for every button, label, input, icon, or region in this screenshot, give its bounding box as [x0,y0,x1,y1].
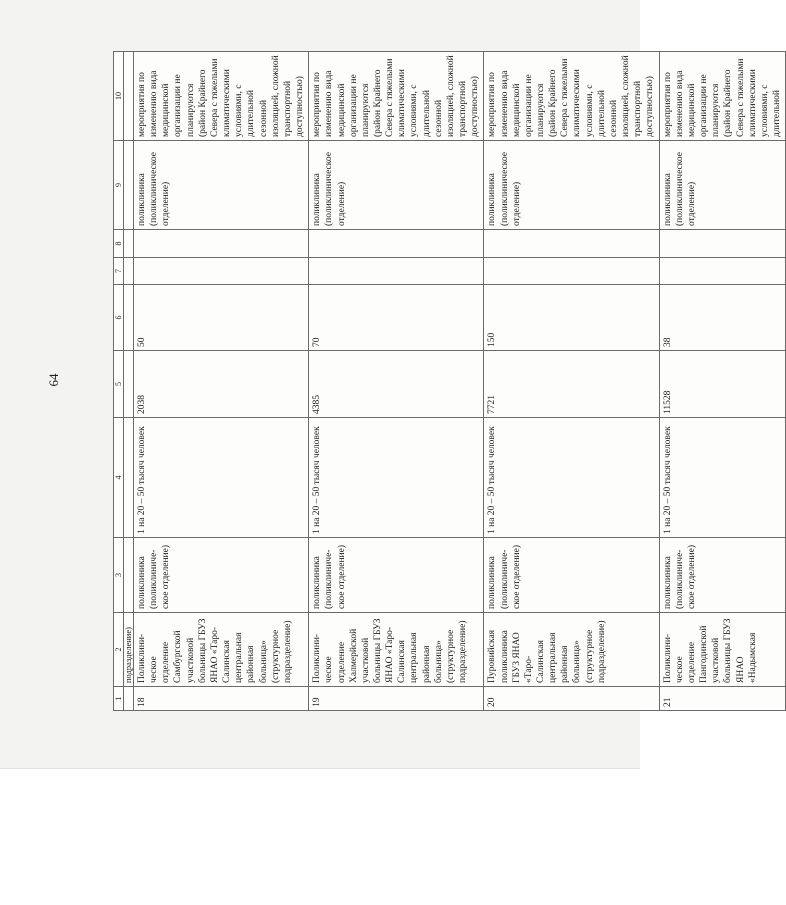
norm-value: 1 на 20 – 50 тысяч человек [134,418,309,538]
target-type: поликлиника (поликлиническое отделение) [309,141,484,230]
column-number: 5 [114,351,124,418]
measures-text: мероприятия по изменению вида медицинской организации не планируются (район Крайнего Севера с тяжелыми климатическими условиями, с длительной [659,52,786,141]
column-number-row [114,52,124,711]
facility-type: поликлиника (поликлиниче-ское отделение) [309,538,484,613]
target-type: поликлиника (поликлиническое отделение) [659,141,786,230]
capacity-value: 50 [134,285,309,351]
column-number: 8 [114,230,124,258]
column-number: 10 [114,52,124,141]
col7-value [659,258,786,285]
row-number: 18 [134,687,309,711]
facility-type: поликлиника (поликлиниче-ское отделение) [484,538,659,613]
norm-value: 1 на 20 – 50 тысяч человек [484,418,659,538]
measures-text: мероприятия по изменению вида медицинской организации не планируются (район Крайнего Севера с тяжелыми климатическими условиями, с длительной сезонной изоляцией, сложной транспортной доступностью) [134,52,309,141]
table-row [309,52,484,711]
continuation-row [124,52,134,711]
continued-text: подразделение) [124,613,134,687]
column-number: 3 [114,538,124,613]
col8-value [484,230,659,258]
population-value: 11528 [659,351,786,418]
rotated-table-container [113,52,782,711]
col7-value [309,258,484,285]
measures-text: мероприятия по изменению вида медицинской организации не планируются (район Крайнего Севера с тяжелыми климатическими условиями, с длительной сезонной изоляцией, сложной транспортной доступностью) [309,52,484,141]
measures-text: мероприятия по изменению вида медицинской организации не планируются (район Крайнего Севера с тяжелыми климатическими условиями, с длительной сезонной изоляцией, сложной транспортной доступностью) [484,52,659,141]
norm-value: 1 на 20 – 50 тысяч человек [659,418,786,538]
column-number: 9 [114,141,124,230]
table-row [659,52,786,711]
row-number: 20 [484,687,659,711]
column-number: 2 [114,613,124,687]
column-number: 4 [114,418,124,538]
col8-value [659,230,786,258]
target-type: поликлиника (поликлиническое отделение) [134,141,309,230]
row-number: 19 [309,687,484,711]
column-number: 1 [114,687,124,711]
column-number: 6 [114,285,124,351]
capacity-value: 70 [309,285,484,351]
table-row [484,52,659,711]
facility-name: Поликлини-ческое отделение Пангодинской участковой больницы ГБУЗ ЯНАО «Надымская [659,613,786,687]
facility-type: поликлиника (поликлиниче-ское отделение) [134,538,309,613]
norm-value: 1 на 20 – 50 тысяч человек [309,418,484,538]
facility-name: Поликлини-ческое отделение Халмерйской участковой больницы ГБУЗ ЯНАО «Таро-Салинская центральная районная больница» (структурное подразделение) [309,613,484,687]
population-value: 4385 [309,351,484,418]
row-number: 21 [659,687,786,711]
facility-type: поликлиника (поликлиниче-ское отделение) [659,538,786,613]
table-row [134,52,309,711]
column-number: 7 [114,258,124,285]
col8-value [309,230,484,258]
facility-name: Поликлини-ческое отделение Самбургской участковой больницы ГБУЗ ЯНАО «Таро-Салинская центральная районная больница» (структурное подразделение) [134,613,309,687]
data-table [113,51,786,711]
col7-value [134,258,309,285]
capacity-value: 38 [659,285,786,351]
page-number: 64 [46,373,61,387]
population-value: 7721 [484,351,659,418]
col8-value [134,230,309,258]
target-type: поликлиника (поликлиническое отделение) [484,141,659,230]
population-value: 2038 [134,351,309,418]
capacity-value: 150 [484,285,659,351]
col7-value [484,258,659,285]
facility-name: Пуровийская поликлиника ГБУЗ ЯНАО «Таро-Салинская центральная районная больница» (структурное подразделение) [484,613,659,687]
